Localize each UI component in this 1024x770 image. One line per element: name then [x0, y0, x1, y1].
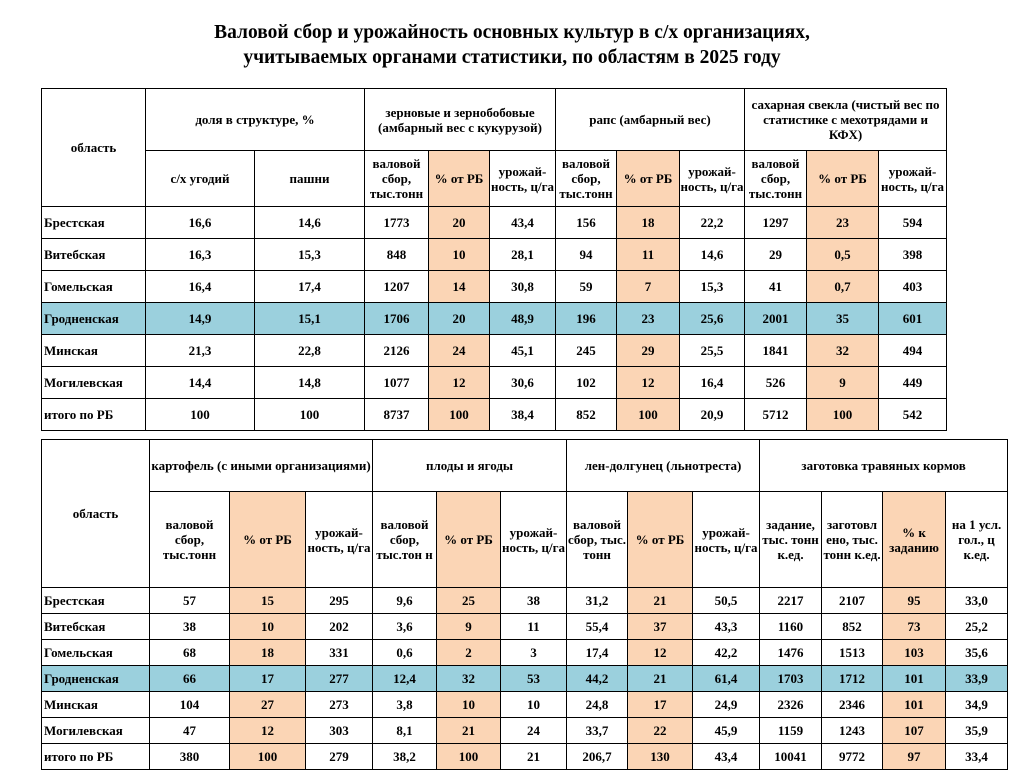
value-cell: 10041 [760, 744, 822, 770]
fruit-gross-header: валовой сбор, тыс.тон н [373, 492, 437, 588]
value-cell: 25 [437, 588, 501, 614]
region-cell: Гомельская [42, 271, 146, 303]
value-cell: 23 [807, 207, 879, 239]
value-cell: 68 [150, 640, 230, 666]
value-cell: 1706 [365, 303, 429, 335]
value-cell: 32 [437, 666, 501, 692]
value-cell: 15 [230, 588, 306, 614]
value-cell: 100 [807, 399, 879, 431]
value-cell: 57 [150, 588, 230, 614]
beet-pct-header: % от РБ [807, 151, 879, 207]
value-cell: 21 [628, 666, 693, 692]
value-cell: 61,4 [693, 666, 760, 692]
value-cell: 2001 [745, 303, 807, 335]
value-cell: 29 [617, 335, 680, 367]
value-cell: 30,8 [490, 271, 556, 303]
value-cell: 12 [617, 367, 680, 399]
region-cell: Минская [42, 692, 150, 718]
value-cell: 2107 [822, 588, 883, 614]
value-cell: 104 [150, 692, 230, 718]
value-cell: 22,2 [680, 207, 745, 239]
value-cell: 100 [146, 399, 255, 431]
value-cell: 11 [617, 239, 680, 271]
value-cell: 2326 [760, 692, 822, 718]
region-header: область [42, 89, 146, 207]
value-cell: 494 [879, 335, 947, 367]
grain-yield-header: урожай-ность, ц/га [490, 151, 556, 207]
value-cell: 403 [879, 271, 947, 303]
rapeseed-pct-header: % от РБ [617, 151, 680, 207]
value-cell: 449 [879, 367, 947, 399]
beet-yield-header: урожай-ность, ц/га [879, 151, 947, 207]
value-cell: 3 [501, 640, 567, 666]
value-cell: 20 [429, 207, 490, 239]
value-cell: 245 [556, 335, 617, 367]
value-cell: 1513 [822, 640, 883, 666]
value-cell: 17 [628, 692, 693, 718]
value-cell: 1159 [760, 718, 822, 744]
value-cell: 35 [807, 303, 879, 335]
value-cell: 16,4 [146, 271, 255, 303]
value-cell: 18 [617, 207, 680, 239]
value-cell: 22 [628, 718, 693, 744]
value-cell: 8,1 [373, 718, 437, 744]
value-cell: 2217 [760, 588, 822, 614]
rapeseed-gross-header: валовой сбор, тыс.тонн [556, 151, 617, 207]
value-cell: 35,6 [946, 640, 1008, 666]
region-cell: итого по РБ [42, 399, 146, 431]
value-cell: 1160 [760, 614, 822, 640]
value-cell: 24,9 [693, 692, 760, 718]
value-cell: 10 [429, 239, 490, 271]
value-cell: 66 [150, 666, 230, 692]
table-row [42, 399, 947, 431]
value-cell: 12 [628, 640, 693, 666]
value-cell: 2126 [365, 335, 429, 367]
fruit-pct-header: % от РБ [437, 492, 501, 588]
region-cell: итого по РБ [42, 744, 150, 770]
value-cell: 10 [230, 614, 306, 640]
forage-harvested-header: заготовл ено, тыс. тонн к.ед. [822, 492, 883, 588]
value-cell: 55,4 [567, 614, 628, 640]
value-cell: 8737 [365, 399, 429, 431]
value-cell: 0,5 [807, 239, 879, 271]
value-cell: 17 [230, 666, 306, 692]
value-cell: 12 [230, 718, 306, 744]
value-cell: 33,7 [567, 718, 628, 744]
value-cell: 24 [429, 335, 490, 367]
value-cell: 852 [556, 399, 617, 431]
value-cell: 295 [306, 588, 373, 614]
rapeseed-group-header: рапс (амбарный вес) [556, 89, 745, 151]
table-row [42, 239, 947, 271]
region-cell: Минская [42, 335, 146, 367]
potato-pct-header: % от РБ [230, 492, 306, 588]
value-cell: 94 [556, 239, 617, 271]
table-row [42, 744, 1008, 770]
value-cell: 41 [745, 271, 807, 303]
table-row [42, 207, 947, 239]
value-cell: 852 [822, 614, 883, 640]
value-cell: 25,5 [680, 335, 745, 367]
forage-per-head-header: на 1 усл. гол., ц к.ед. [946, 492, 1008, 588]
value-cell: 9 [437, 614, 501, 640]
value-cell: 303 [306, 718, 373, 744]
region-cell: Могилевская [42, 718, 150, 744]
value-cell: 206,7 [567, 744, 628, 770]
value-cell: 1476 [760, 640, 822, 666]
value-cell: 273 [306, 692, 373, 718]
value-cell: 38,4 [490, 399, 556, 431]
crops-table-1 [41, 88, 947, 431]
value-cell: 279 [306, 744, 373, 770]
table-row [42, 692, 1008, 718]
value-cell: 100 [230, 744, 306, 770]
value-cell: 27 [230, 692, 306, 718]
value-cell: 102 [556, 367, 617, 399]
value-cell: 17,4 [567, 640, 628, 666]
value-cell: 34,9 [946, 692, 1008, 718]
value-cell: 32 [807, 335, 879, 367]
value-cell: 21 [437, 718, 501, 744]
value-cell: 526 [745, 367, 807, 399]
value-cell: 20,9 [680, 399, 745, 431]
value-cell: 101 [883, 692, 946, 718]
value-cell: 14,6 [255, 207, 365, 239]
value-cell: 2346 [822, 692, 883, 718]
value-cell: 0,6 [373, 640, 437, 666]
potato-yield-header: урожай-ность, ц/га [306, 492, 373, 588]
value-cell: 1207 [365, 271, 429, 303]
value-cell: 59 [556, 271, 617, 303]
value-cell: 25,2 [946, 614, 1008, 640]
potato-gross-header: валовой сбор, тыс.тонн [150, 492, 230, 588]
value-cell: 48,9 [490, 303, 556, 335]
value-cell: 31,2 [567, 588, 628, 614]
value-cell: 33,9 [946, 666, 1008, 692]
share-group-header: доля в структуре, % [146, 89, 365, 151]
value-cell: 594 [879, 207, 947, 239]
table-row [42, 614, 1008, 640]
value-cell: 24,8 [567, 692, 628, 718]
region-cell: Витебская [42, 239, 146, 271]
value-cell: 21 [501, 744, 567, 770]
value-cell: 12,4 [373, 666, 437, 692]
title-line-1: Валовой сбор и урожайность основных культур в с/х организациях, [214, 22, 810, 43]
forage-task-header: задание, тыс. тонн к.ед. [760, 492, 822, 588]
value-cell: 380 [150, 744, 230, 770]
value-cell: 17,4 [255, 271, 365, 303]
value-cell: 5712 [745, 399, 807, 431]
flax-group-header: лен-долгунец (льнотреста) [567, 440, 760, 492]
region-cell: Могилевская [42, 367, 146, 399]
value-cell: 28,1 [490, 239, 556, 271]
region-cell: Гродненская [42, 303, 146, 335]
value-cell: 542 [879, 399, 947, 431]
value-cell: 12 [429, 367, 490, 399]
page-title [0, 20, 1024, 70]
table-row [42, 640, 1008, 666]
value-cell: 2 [437, 640, 501, 666]
arable-header: пашни [255, 151, 365, 207]
value-cell: 1243 [822, 718, 883, 744]
value-cell: 14 [429, 271, 490, 303]
region-cell: Гродненская [42, 666, 150, 692]
value-cell: 277 [306, 666, 373, 692]
value-cell: 24 [501, 718, 567, 744]
fruit-yield-header: урожай-ность, ц/га [501, 492, 567, 588]
value-cell: 1712 [822, 666, 883, 692]
value-cell: 16,3 [146, 239, 255, 271]
flax-pct-header: % от РБ [628, 492, 693, 588]
value-cell: 1297 [745, 207, 807, 239]
value-cell: 14,6 [680, 239, 745, 271]
value-cell: 9,6 [373, 588, 437, 614]
value-cell: 7 [617, 271, 680, 303]
value-cell: 20 [429, 303, 490, 335]
value-cell: 38 [150, 614, 230, 640]
value-cell: 103 [883, 640, 946, 666]
sugar-beet-group-header: сахарная свекла (чистый вес по статистике с мехотрядами и КФХ) [745, 89, 947, 151]
forage-group-header: заготовка травяных кормов [760, 440, 1008, 492]
value-cell: 21 [628, 588, 693, 614]
value-cell: 45,1 [490, 335, 556, 367]
crops-table-2 [41, 439, 1008, 770]
title-line-2: учитываемых органами статистики, по областям в 2025 году [243, 47, 781, 68]
region-cell: Брестская [42, 207, 146, 239]
value-cell: 29 [745, 239, 807, 271]
flax-yield-header: урожай-ность, ц/га [693, 492, 760, 588]
value-cell: 11 [501, 614, 567, 640]
value-cell: 97 [883, 744, 946, 770]
value-cell: 100 [437, 744, 501, 770]
value-cell: 848 [365, 239, 429, 271]
value-cell: 1077 [365, 367, 429, 399]
value-cell: 1703 [760, 666, 822, 692]
table-row [42, 367, 947, 399]
value-cell: 398 [879, 239, 947, 271]
value-cell: 107 [883, 718, 946, 744]
table-row [42, 335, 947, 367]
value-cell: 37 [628, 614, 693, 640]
value-cell: 33,0 [946, 588, 1008, 614]
beet-gross-header: валовой сбор, тыс.тонн [745, 151, 807, 207]
value-cell: 53 [501, 666, 567, 692]
value-cell: 44,2 [567, 666, 628, 692]
value-cell: 202 [306, 614, 373, 640]
region-cell: Гомельская [42, 640, 150, 666]
value-cell: 15,1 [255, 303, 365, 335]
grain-group-header: зерновые и зернобобовые (амбарный вес с кукурузой) [365, 89, 556, 151]
value-cell: 15,3 [255, 239, 365, 271]
region-cell: Брестская [42, 588, 150, 614]
value-cell: 10 [437, 692, 501, 718]
value-cell: 45,9 [693, 718, 760, 744]
value-cell: 156 [556, 207, 617, 239]
value-cell: 38 [501, 588, 567, 614]
value-cell: 18 [230, 640, 306, 666]
value-cell: 130 [628, 744, 693, 770]
value-cell: 14,4 [146, 367, 255, 399]
value-cell: 100 [429, 399, 490, 431]
table-row [42, 666, 1008, 692]
value-cell: 21,3 [146, 335, 255, 367]
value-cell: 101 [883, 666, 946, 692]
value-cell: 14,8 [255, 367, 365, 399]
potato-group-header: картофель (с иными организациями) [150, 440, 373, 492]
value-cell: 50,5 [693, 588, 760, 614]
table-row [42, 718, 1008, 744]
value-cell: 47 [150, 718, 230, 744]
value-cell: 14,9 [146, 303, 255, 335]
value-cell: 73 [883, 614, 946, 640]
value-cell: 601 [879, 303, 947, 335]
value-cell: 43,4 [693, 744, 760, 770]
table-row [42, 271, 947, 303]
value-cell: 38,2 [373, 744, 437, 770]
value-cell: 331 [306, 640, 373, 666]
agri-land-header: с/х угодий [146, 151, 255, 207]
value-cell: 23 [617, 303, 680, 335]
flax-gross-header: валовой сбор, тыс. тонн [567, 492, 628, 588]
value-cell: 35,9 [946, 718, 1008, 744]
value-cell: 100 [255, 399, 365, 431]
value-cell: 1773 [365, 207, 429, 239]
value-cell: 3,6 [373, 614, 437, 640]
value-cell: 16,6 [146, 207, 255, 239]
value-cell: 43,3 [693, 614, 760, 640]
value-cell: 33,4 [946, 744, 1008, 770]
value-cell: 95 [883, 588, 946, 614]
value-cell: 43,4 [490, 207, 556, 239]
fruit-group-header: плоды и ягоды [373, 440, 567, 492]
value-cell: 196 [556, 303, 617, 335]
value-cell: 1841 [745, 335, 807, 367]
value-cell: 9772 [822, 744, 883, 770]
rapeseed-yield-header: урожай-ность, ц/га [680, 151, 745, 207]
value-cell: 22,8 [255, 335, 365, 367]
value-cell: 30,6 [490, 367, 556, 399]
value-cell: 9 [807, 367, 879, 399]
value-cell: 100 [617, 399, 680, 431]
region-header: область [42, 440, 150, 588]
value-cell: 16,4 [680, 367, 745, 399]
value-cell: 3,8 [373, 692, 437, 718]
value-cell: 42,2 [693, 640, 760, 666]
value-cell: 0,7 [807, 271, 879, 303]
value-cell: 10 [501, 692, 567, 718]
region-cell: Витебская [42, 614, 150, 640]
table-row [42, 303, 947, 335]
forage-pct-task-header: % к заданию [883, 492, 946, 588]
table-row [42, 588, 1008, 614]
value-cell: 25,6 [680, 303, 745, 335]
grain-pct-header: % от РБ [429, 151, 490, 207]
value-cell: 15,3 [680, 271, 745, 303]
grain-gross-header: валовой сбор, тыс.тонн [365, 151, 429, 207]
